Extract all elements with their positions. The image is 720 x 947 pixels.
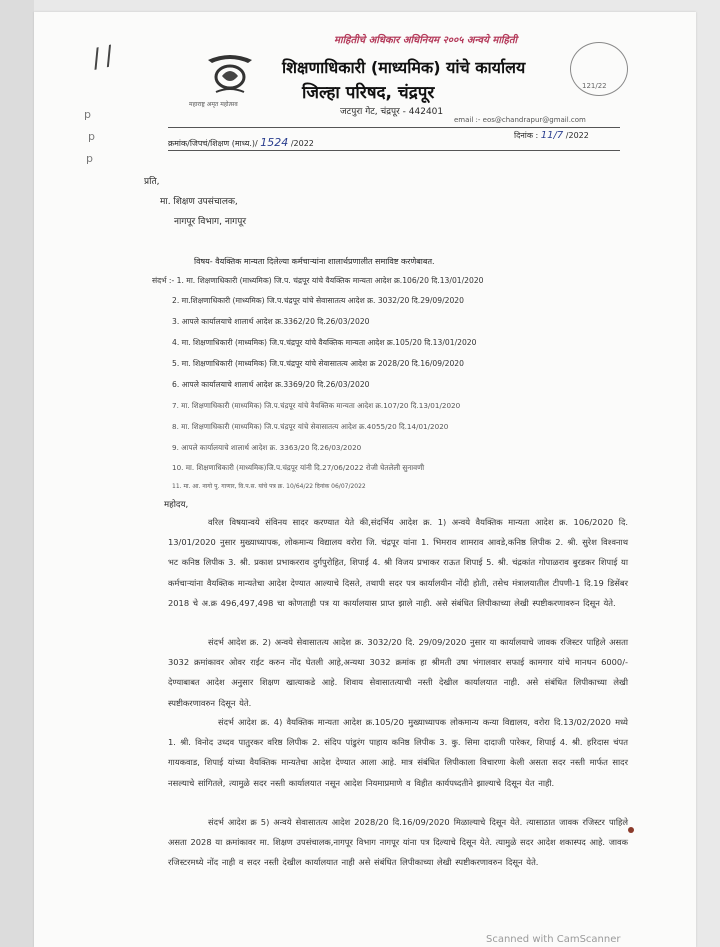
letter-page	[34, 12, 696, 947]
subject-line: विषय- वैयक्तिक मान्यता दिलेल्या कर्मचाऱ्यांना शालार्थप्रणालीत समाविष्ट करणेबाबत.	[194, 257, 435, 266]
reference-item: 9. आपले कार्यालयाचे शालार्थ आदेश क्र. 3363/20 दि.26/03/2020	[172, 443, 362, 452]
ref-number: 1524	[260, 136, 289, 149]
addressee-line-1: मा. शिक्षण उपसंचालक,	[160, 197, 238, 207]
handwritten-mark: //	[89, 39, 121, 75]
camscanner-watermark: Scanned with CamScanner	[486, 934, 621, 945]
rti-stamp: माहितीचे अधिकार अधिनियम २००५ अन्वये माहिती	[334, 35, 518, 46]
body-paragraph: संदर्भ आदेश क्र. 2) अन्वये सेवासातत्य आदेश क्र. 3032/20 दि. 29/09/2020 नुसार या कार्यालयाचे जावक रजिस्टर पाहिले असता 3032 क्रमांकावर ओवर राईट करुन नोंद घेतली आहे,अन्यथा 3032 क्रमांक हा श्रीमती उषा भंगालवार सफाई कामगार यांचे मानधन 6000/- देण्याबाबत आदेश अनुसार शिक्षण खात्याकडे आहे. शिवाय सेवासातत्याची नस्ती देखील कार्यालयात नाही. असे संबंधित लिपीकाच्या लेखी स्पष्टीकरणावरुन दिसून येते.	[168, 637, 628, 708]
office-email: email :- eos@chandrapur@gmail.com	[454, 116, 586, 124]
salutation: महोदय,	[164, 500, 189, 510]
date-value: 11/7	[540, 130, 564, 141]
office-title: शिक्षणाधिकारी (माध्यमिक) यांचे कार्यालय	[282, 58, 526, 77]
zp-emblem-icon	[202, 50, 258, 98]
body-paragraph: वरिल विषयान्वये संविनय सादर करण्यात येते की,संदर्भिय आदेश क्र. 1) अन्वये वैयक्तिक मान्यता आदेश क्र. 106/2020 दि. 13/01/2020 नुसार मुख्याध्यापक, लोकमान्य विद्यालय वरोरा जि. चंद्रपूर यांना 1. भिमराव शामराव आवडे,कनिष्ठ लिपीक 2. श्री. सुरेश विश्वनाथ भट कनिष्ठ लिपीक 3. श्री. प्रकाश प्रभाकरराव दुर्गपुरोहित, शिपाई 4. श्री विजय प्रभाकर राऊत शिपाई 5. श्री. चंद्रकांत गोपाळराव बुरडकर शिपाई या कर्मचाऱ्यांना वैयक्तिक मान्यतेचा आदेश देण्यात आल्याचे दिसते, तथापी सदर पत्र कार्यालयीन नोंदी होती, तसेच मंत्रालयातील टीपणी-1 दि.19 डिसेंबर 2018 चे अ.क्र 496,497,498 चा कोणताही पत्र या कार्यालयास प्राप्त झाले नाही. असे संबंधित लिपीकाच्या लेखी स्पष्टीकरणावरुन दिसून येते.	[168, 517, 628, 608]
scan-edge	[0, 0, 34, 947]
addressee-prati: प्रति,	[144, 177, 160, 187]
reference-item: 7. मा. शिक्षणाधिकारी (माध्यमिक) जि.प.चंद्रपूर यांचे वैयक्तिक मान्यता आदेश क्र.107/20 दि.13/01/2020	[172, 401, 461, 410]
reference-item: 11. मा. आ. नागो पु. गाणार, वि.प.स. यांचे पत्र क्र. 10/64/22 दिनांक 06/07/2022	[172, 483, 366, 490]
reference-item: 2. मा.शिक्षणाधिकारी (माध्यमिक) जि.प.चंद्रपूर यांचे सेवासातत्य आदेश क्र. 3032/20 दि.29/09/2020	[172, 296, 464, 305]
addressee-line-2: नागपूर विभाग, नागपूर	[174, 217, 247, 227]
date-label: दिनांक :	[514, 131, 539, 140]
reference-item: 3. आपले कार्यालयाचे शालार्थ आदेश क्र.3362/20 दि.26/03/2020	[172, 317, 370, 326]
margin-mark: p	[86, 152, 93, 165]
reference-item: 10. मा. शिक्षणाधिकारी (माध्यमिक)जि.प.चंद्रपूर यांनी दि.27/06/2022 रोजी घेतलेली सुनावणी	[172, 463, 425, 472]
ref-suffix: /2022	[290, 139, 314, 148]
ref-prefix: क्रमांक/जिपचं/शिक्षण (माध्य.)/	[168, 139, 258, 148]
reference-item: संदर्भ :- 1. मा. शिक्षणाधिकारी (माध्यमिक) जि.प. चंद्रपूर यांचे वैयक्तिक मान्यता आदेश क्र.106/20 दि.13/01/2020	[152, 276, 484, 285]
ink-dot	[628, 827, 634, 833]
reference-item: 5. मा. शिक्षणाधिकारी (माध्यमिक) जि.प.चंद्रपूर यांचे सेवासातत्य आदेश क्र 2028/20 दि.16/09/2020	[172, 359, 464, 368]
header-rule	[168, 127, 620, 128]
emblem-caption: महाराष्ट्र अमृत महोत्सव	[189, 101, 238, 108]
body-paragraph: संदर्भ आदेश क्र. 4) वैयक्तिक मान्यता आदेश क्र.105/20 मुख्याध्यापक लोकमान्य कन्या विद्यालय, वरोरा दि.13/02/2020 मध्ये 1. श्री. विनोद उध्दव पातुरकर वरिष्ठ लिपीक 2. संदिप पांडुरंग पाहाय कनिष्ठ लिपीक 3. कु. सिमा दादाजी पारेकर, शिपाई 4. श्री. हरिदास चंपत गायकवाड, शिपाई यांच्या वैयक्तिक मान्यतेचा आदेश देण्यात आला आहे. मात्र संबंधित लिपीकाला विचारणा केली असता सदर नस्ती मार्फत सादर नसल्याचे सांगितले, त्यामुळे सदर नस्ती कार्यालयात नसून आदेश नियमाप्रमाणे व विहीत कार्यपध्दतीने झाल्याचे दिसून येत नाही.	[168, 717, 628, 788]
date-year: /2022	[565, 131, 589, 140]
reference-number	[168, 136, 314, 149]
reference-item: 8. मा. शिक्षणाधिकारी (माध्यमिक) जि.प.चंद्रपूर यांचे सेवासातत्य आदेश क्र.4055/20 दि.14/01/2020	[172, 422, 449, 431]
letter-date	[514, 130, 589, 141]
zilla-parishad: जिल्हा परिषद, चंद्रपूर	[302, 83, 435, 103]
body-paragraph: संदर्भ आदेश क्र 5) अन्वये सेवासातत्य आदेश 2028/20 दि.16/09/2020 मिळाल्याचे दिसून येते. त्यासाठात जावक रजिस्टर पाहिले असता 2028 या क्रमांकावर मा. शिक्षण उपसंचालक,नागपूर विभाग नागपूर यांना पत्र दिल्याचे दिसून येते. त्यामुळे सदर आदेश शकास्पद आहे. जावक रजिस्टरमध्ये नोंद नाही व सदर नस्ती देखील कार्यालयात नाही असे संबंधित लिपीकाच्या लेखी स्पष्टीकरणावरुन दिसून येते.	[168, 817, 628, 868]
reference-item: 4. मा. शिक्षणाधिकारी (माध्यमिक) जि.प.चंद्रपूर यांचे वैयक्तिक मान्यता आदेश क्र.105/20 दि.13/01/2020	[172, 338, 477, 347]
margin-mark: p	[84, 108, 91, 121]
margin-mark: p	[88, 130, 95, 143]
reference-rule	[168, 150, 620, 151]
reference-item: 6. आपले कार्यालयाचे शालार्थ आदेश क्र.3369/20 दि.26/03/2020	[172, 380, 370, 389]
seal-number: 121/22	[582, 82, 607, 90]
office-address: जटपुरा गेट, चंद्रपूर - 442401	[340, 107, 444, 117]
